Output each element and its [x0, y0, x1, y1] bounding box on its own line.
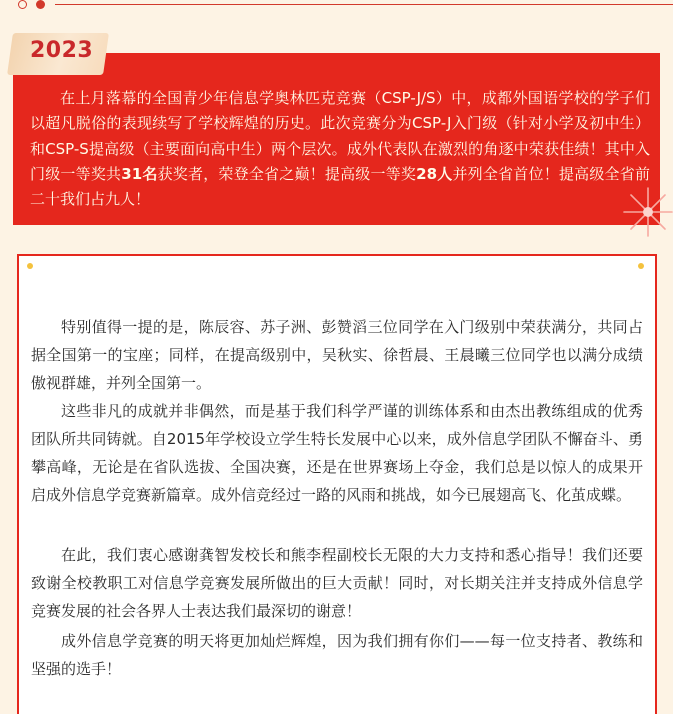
year-label: 2023: [30, 38, 94, 63]
senior-winner-count: 28人: [416, 164, 453, 183]
intro-text-part1: 在上月落幕的全国青少年信息学奥林匹克竞赛（CSP-J/S）中，成都外国语学校的学子们以超凡脱俗的表现续写了学校辉煌的历史。此次竞赛分为CSP-J入门级（针对小学及初中生）和CSP-S提高级（主要面向高中生）两个层次。成外代表队在激烈的角逐中荣获佳绩！其中入门级一等奖共: [30, 89, 650, 183]
corner-dot-right-icon: [638, 263, 644, 269]
intro-text-part2: 获奖者，荣登全省之巅！提高级一等奖: [157, 164, 417, 183]
filled-circle-icon: [36, 0, 45, 9]
junior-winner-count: 31名: [121, 164, 158, 183]
intro-text-part3: 并列全省首位！提高级全省前二十我们占九人！: [30, 164, 650, 209]
outline-circle-icon: [18, 0, 27, 9]
flower-icon: [618, 182, 673, 240]
corner-dot-left-icon: [27, 263, 33, 269]
body-paragraph-2: 这些非凡的成就并非偶然，而是基于我们科学严谨的训练体系和由杰出教练组成的优秀团队所共同铸就。自2015年学校设立学生特长发展中心以来，成外信息学团队不懈奋斗、勇攀高峰，无论是在省队选拔、全国决赛，还是在世界赛场上夺金，我们总是以惊人的成果开启成外信息学竞赛新篇章。成外信竞经过一路的风雨和挑战，如今已展翅高飞、化茧成蝶。: [31, 402, 643, 504]
body-paragraph-3: 在此，我们衷心感谢龚智发校长和熊李程副校长无限的大力支持和悉心指导！我们还要致谢全校教职工对信息学竞赛发展所做出的巨大贡献！同时，对长期关注并支持成外信息学竞赛发展的社会各界人士表达我们最深切的谢意！: [31, 546, 643, 620]
body-paragraph-1: 特别值得一提的是，陈辰容、苏子洲、彭赞滔三位同学在入门级别中荣获满分，共同占据全国第一的宝座；同样，在提高级别中，吴秋实、徐哲晨、王晨曦三位同学也以满分成绩傲视群雄，并列全国第一。: [31, 318, 643, 392]
intro-text: [30, 86, 650, 212]
body-paragraph-4: 成外信息学竞赛的明天将更加灿烂辉煌，因为我们拥有你们——每一位支持者、教练和坚强的选手！: [31, 632, 643, 678]
header-divider: [55, 4, 673, 5]
top-decoration: [0, 0, 673, 14]
